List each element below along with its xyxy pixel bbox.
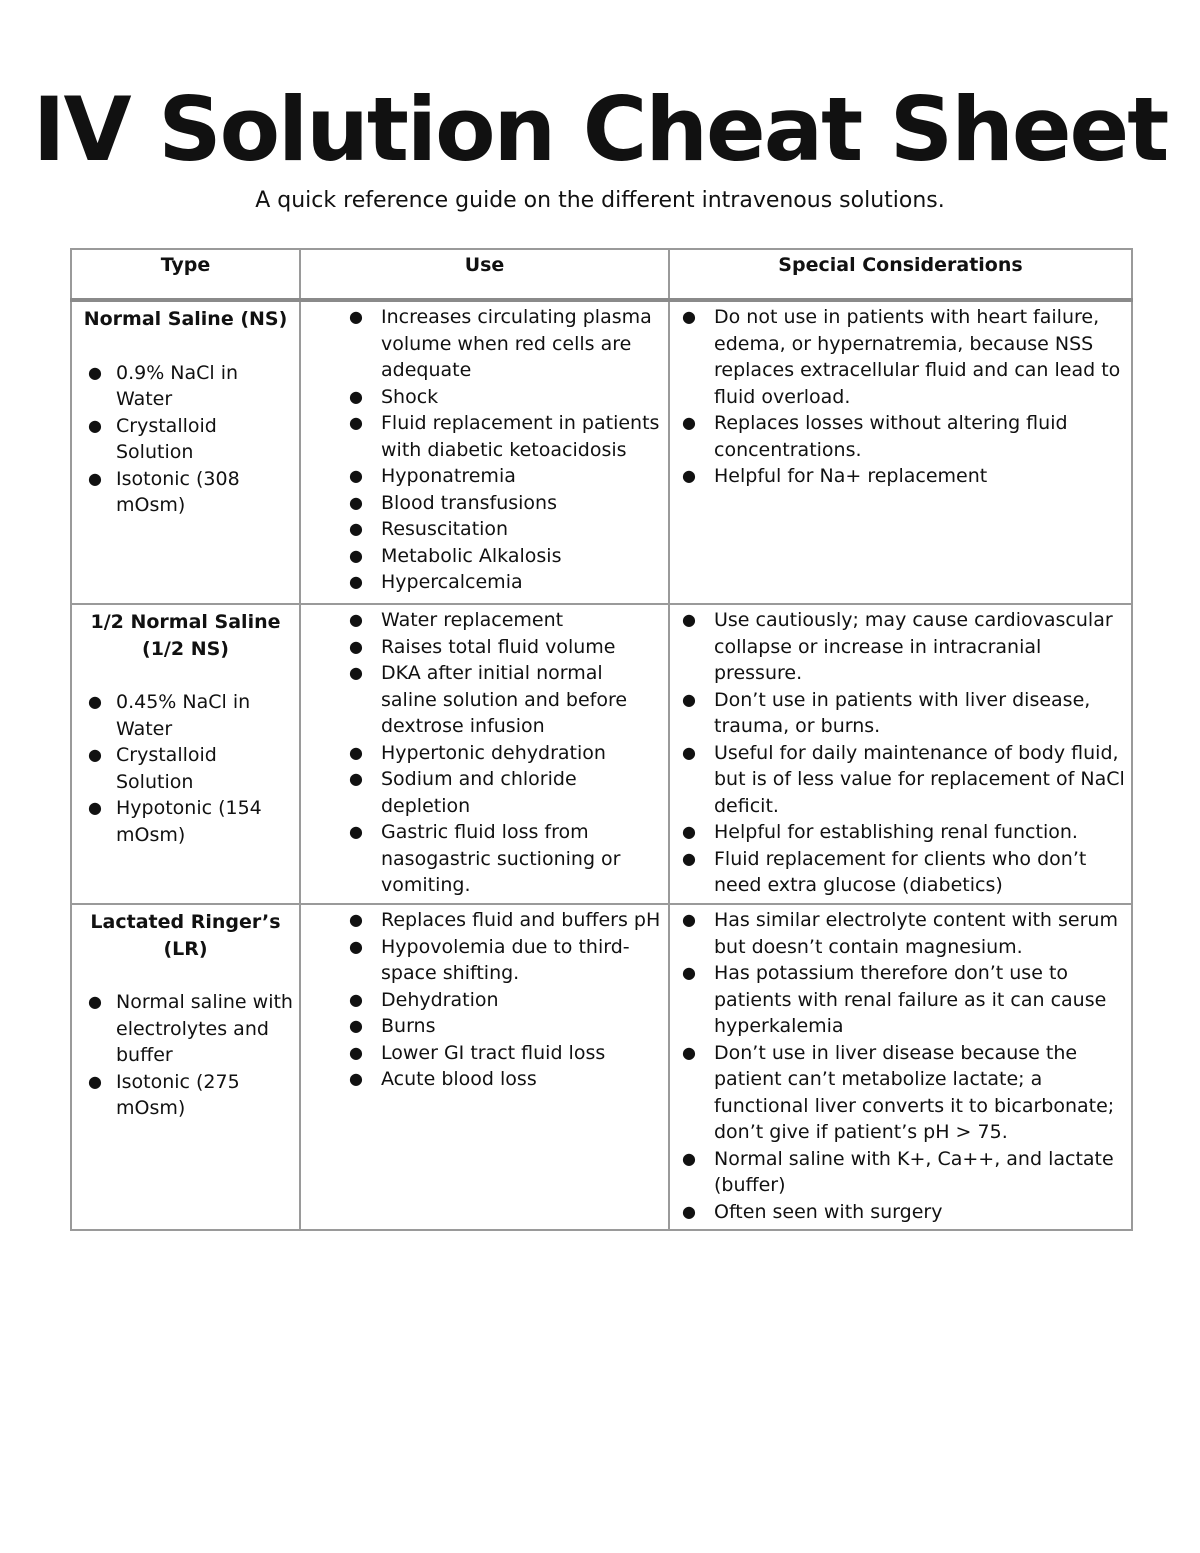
bullet-icon: ● xyxy=(349,636,363,656)
bullet-icon: ● xyxy=(349,610,363,629)
list-item: ● Normal saline with K+, Ca++, and lactate (buffer) xyxy=(682,1147,1114,1196)
bullet-icon: ● xyxy=(349,769,363,788)
considerations-cell xyxy=(669,604,1132,904)
list-item: ● Do not use in patients with heart failure, edema, or hypernatremia, because NSS replaces extracellular fluid and can lead to fluid overload. xyxy=(682,306,1121,408)
list-item: ● Has potassium therefore don’t use to patients with renal failure as it can cause hyperkalemia xyxy=(682,962,1107,1037)
header-use: Use xyxy=(300,249,669,300)
bullet-icon: ● xyxy=(349,742,363,762)
bullet-icon: ● xyxy=(88,1071,102,1091)
bullet-icon: ● xyxy=(88,745,102,764)
bullet-icon: ● xyxy=(88,692,102,711)
list-item: ● 0.9% NaCl in Water xyxy=(88,361,239,410)
header-special-considerations: Special Considerations xyxy=(669,249,1132,300)
list-item: ● Resuscitation xyxy=(307,516,662,543)
type-cell xyxy=(71,604,300,904)
use-list xyxy=(307,607,662,899)
list-item: ● Hypercalcemia xyxy=(307,569,662,596)
list-item: ● Water replacement xyxy=(307,607,662,634)
bullet-icon: ● xyxy=(682,742,696,762)
list-item: ● 0.45% NaCl in Water xyxy=(88,691,251,740)
list-item: ● Isotonic (308 mOsm) xyxy=(88,467,240,516)
bullet-icon: ● xyxy=(349,492,363,512)
iv-solution-table xyxy=(70,248,1133,1231)
bullet-icon: ● xyxy=(349,1042,363,1062)
bullet-icon: ● xyxy=(349,519,363,538)
type-cell xyxy=(71,904,300,1230)
use-list xyxy=(307,304,662,596)
bullet-icon: ● xyxy=(349,989,363,1009)
bullet-icon: ● xyxy=(349,1016,363,1035)
page-title: IV Solution Cheat Sheet xyxy=(32,78,1168,181)
list-item: ● Hyponatremia xyxy=(307,463,662,490)
bullet-icon: ● xyxy=(682,822,696,841)
bullet-icon: ● xyxy=(349,936,363,956)
list-item: ● Normal saline with electrolytes and buffer xyxy=(88,991,293,1066)
list-item: ● Replaces losses without altering fluid concentrations. xyxy=(682,412,1068,461)
table-row-lactated-ringers xyxy=(71,904,1132,1230)
page-subtitle: A quick reference guide on the different intravenous solutions. xyxy=(255,188,945,213)
bullet-icon: ● xyxy=(349,307,363,326)
bullet-icon: ● xyxy=(682,1201,696,1221)
bullet-icon: ● xyxy=(682,1042,696,1062)
list-item: ● Isotonic (275 mOsm) xyxy=(88,1070,240,1119)
bullet-icon: ● xyxy=(682,689,696,709)
bullet-icon: ● xyxy=(349,386,363,406)
bullet-icon: ● xyxy=(682,848,696,868)
use-cell xyxy=(300,904,669,1230)
type-properties-list xyxy=(78,989,293,1122)
bullet-icon: ● xyxy=(88,468,102,488)
list-item: ● Hypotonic (154 mOsm) xyxy=(88,797,262,846)
list-item: ● Often seen with surgery xyxy=(676,1199,1125,1226)
list-item: ● Crystalloid Solution xyxy=(88,414,217,463)
bullet-icon: ● xyxy=(349,545,363,565)
type-cell xyxy=(71,300,300,604)
bullet-icon: ● xyxy=(349,1069,363,1088)
table-row-normal-saline xyxy=(71,300,1132,604)
list-item: ● Dehydration xyxy=(307,987,662,1014)
bullet-icon: ● xyxy=(88,798,102,817)
bullet-icon: ● xyxy=(682,910,696,929)
list-item: ● Metabolic Alkalosis xyxy=(307,543,662,570)
list-item: ● Increases circulating plasma volume when red cells are adequate xyxy=(349,306,652,381)
list-item: ● Hypertonic dehydration xyxy=(307,740,662,767)
list-item: ● Don’t use in liver disease because the patient can’t metabolize lactate; a functional liver converts it to bicarbonate; don’t give if patient’s pH > 75. xyxy=(682,1041,1115,1143)
list-item: ● Blood transfusions xyxy=(307,490,662,517)
header-type: Type xyxy=(71,249,300,300)
solution-name: 1/2 Normal Saline (1/2 NS) xyxy=(90,611,281,660)
list-item: ● Gastric fluid loss from nasogastric suctioning or vomiting. xyxy=(349,821,621,896)
list-item: ● Shock xyxy=(307,384,662,411)
solution-name: Lactated Ringer’s (LR) xyxy=(90,911,281,960)
bullet-icon: ● xyxy=(88,415,102,435)
list-item: ● Raises total fluid volume xyxy=(307,634,662,661)
list-item: ● Lower GI tract fluid loss xyxy=(307,1040,662,1067)
list-item: ● DKA after initial normal saline solution and before dextrose infusion xyxy=(349,662,628,737)
bullet-icon: ● xyxy=(682,610,696,629)
bullet-icon: ● xyxy=(682,307,696,326)
bullet-icon: ● xyxy=(349,572,363,591)
solution-name: Normal Saline (NS) xyxy=(83,308,288,330)
considerations-cell xyxy=(669,300,1132,604)
bullet-icon: ● xyxy=(88,992,102,1011)
considerations-list xyxy=(676,907,1125,1225)
bullet-icon: ● xyxy=(349,822,363,841)
list-item: ● Hypovolemia due to third-space shifting. xyxy=(349,935,630,984)
list-item: ● Acute blood loss xyxy=(307,1066,662,1093)
bullet-icon: ● xyxy=(349,413,363,432)
list-item: ● Crystalloid Solution xyxy=(88,744,217,793)
bullet-icon: ● xyxy=(682,1148,696,1168)
list-item: ● Don’t use in patients with liver disease, trauma, or burns. xyxy=(682,688,1091,737)
considerations-list xyxy=(676,304,1125,490)
list-item: ● Use cautiously; may cause cardiovascular collapse or increase in intracranial pressure. xyxy=(682,609,1113,684)
list-item: ● Helpful for Na+ replacement xyxy=(676,463,1125,490)
bullet-icon: ● xyxy=(682,963,696,982)
considerations-list xyxy=(676,607,1125,899)
use-list xyxy=(307,907,662,1093)
bullet-icon: ● xyxy=(682,466,696,485)
list-item: ● Fluid replacement for clients who don’t need extra glucose (diabetics) xyxy=(682,847,1087,896)
list-item: ● Has similar electrolyte content with serum but doesn’t contain magnesium. xyxy=(682,909,1118,958)
use-cell xyxy=(300,300,669,604)
bullet-icon: ● xyxy=(682,413,696,432)
bullet-icon: ● xyxy=(349,466,363,485)
list-item: ● Useful for daily maintenance of body fluid, but is of less value for replacement of NaCl deficit. xyxy=(682,741,1125,817)
considerations-cell xyxy=(669,904,1132,1230)
type-properties-list xyxy=(78,360,293,519)
list-item: ● Replaces fluid and buffers pH xyxy=(307,907,662,934)
bullet-icon: ● xyxy=(88,362,102,382)
use-cell xyxy=(300,604,669,904)
table-header-row xyxy=(71,249,1132,300)
list-item: ● Sodium and chloride depletion xyxy=(349,768,577,817)
bullet-icon: ● xyxy=(349,910,363,929)
list-item: ● Fluid replacement in patients with diabetic ketoacidosis xyxy=(349,412,660,461)
type-properties-list xyxy=(78,689,293,848)
table-row-half-normal-saline xyxy=(71,604,1132,904)
list-item: ● Burns xyxy=(307,1013,662,1040)
bullet-icon: ● xyxy=(349,663,363,682)
list-item: ● Helpful for establishing renal function. xyxy=(676,819,1125,846)
